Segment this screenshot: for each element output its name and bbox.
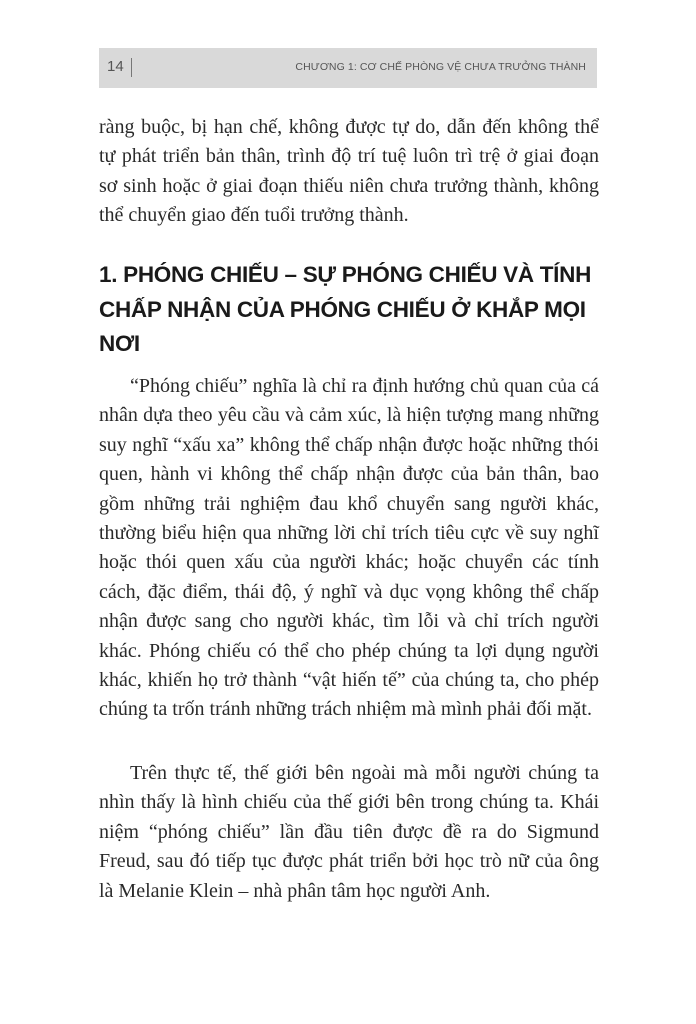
header-divider — [131, 58, 132, 77]
section-heading: 1. PHÓNG CHIẾU – SỰ PHÓNG CHIẾU VÀ TÍNH CHẤP NHẬN CỦA PHÓNG CHIẾU Ở KHẮP MỌI NƠI — [99, 262, 592, 356]
running-head: CHƯƠNG 1: CƠ CHẾ PHÒNG VỆ CHƯA TRƯỞNG THÀNH — [295, 61, 586, 73]
paragraph-projection: “Phóng chiếu” nghĩa là chỉ ra định hướng chủ quan của cá nhân dựa theo yêu cầu và cảm xúc, là hiện tượng mang những suy nghĩ “xấu xa” không thể chấp nhận được hoặc những thói quen, hành vi không thể chấp nhận được của bản thân, bao gồm những trải nghiệm đau khổ chuyển sang người khác, thường biểu hiện qua những lời chỉ trích tiêu cực về suy nghĩ hoặc thói quen xấu của người khác; hoặc chuyển các tính cách, đặc điểm, thái độ, ý nghĩ và dục vọng không thể chấp nhận được sang cho người khác, tìm lỗi và chỉ trích người khác. Phóng chiếu có thể cho phép chúng ta lợi dụng người khác, khiến họ trở thành “vật hiến tế” của chúng ta, cho phép chúng ta trốn tránh những trách nhiệm mà mình phải đối mặt. — [99, 375, 599, 721]
paragraph-reality: Trên thực tế, thế giới bên ngoài mà mỗi người chúng ta nhìn thấy là hình chiếu của thế giới bên trong chúng ta. Khái niệm “phóng chiếu” lần đầu tiên được đề ra do Sigmund Freud, sau đó tiếp tục được phát triển bởi học trò nữ của ông là Melanie Klein – nhà phân tâm học người Anh. — [99, 762, 599, 902]
paragraph-continued: ràng buộc, bị hạn chế, không được tự do, dẫn đến không thể tự phát triển bản thân, trình độ trí tuệ luôn trì trệ ở giai đoạn sơ sinh hoặc ở giai đoạn thiếu niên chưa trưởng thành, không thể chuyển giao đến tuổi trưởng thành. — [99, 116, 599, 227]
page-header — [99, 48, 597, 88]
page-number: 14 — [107, 58, 124, 75]
